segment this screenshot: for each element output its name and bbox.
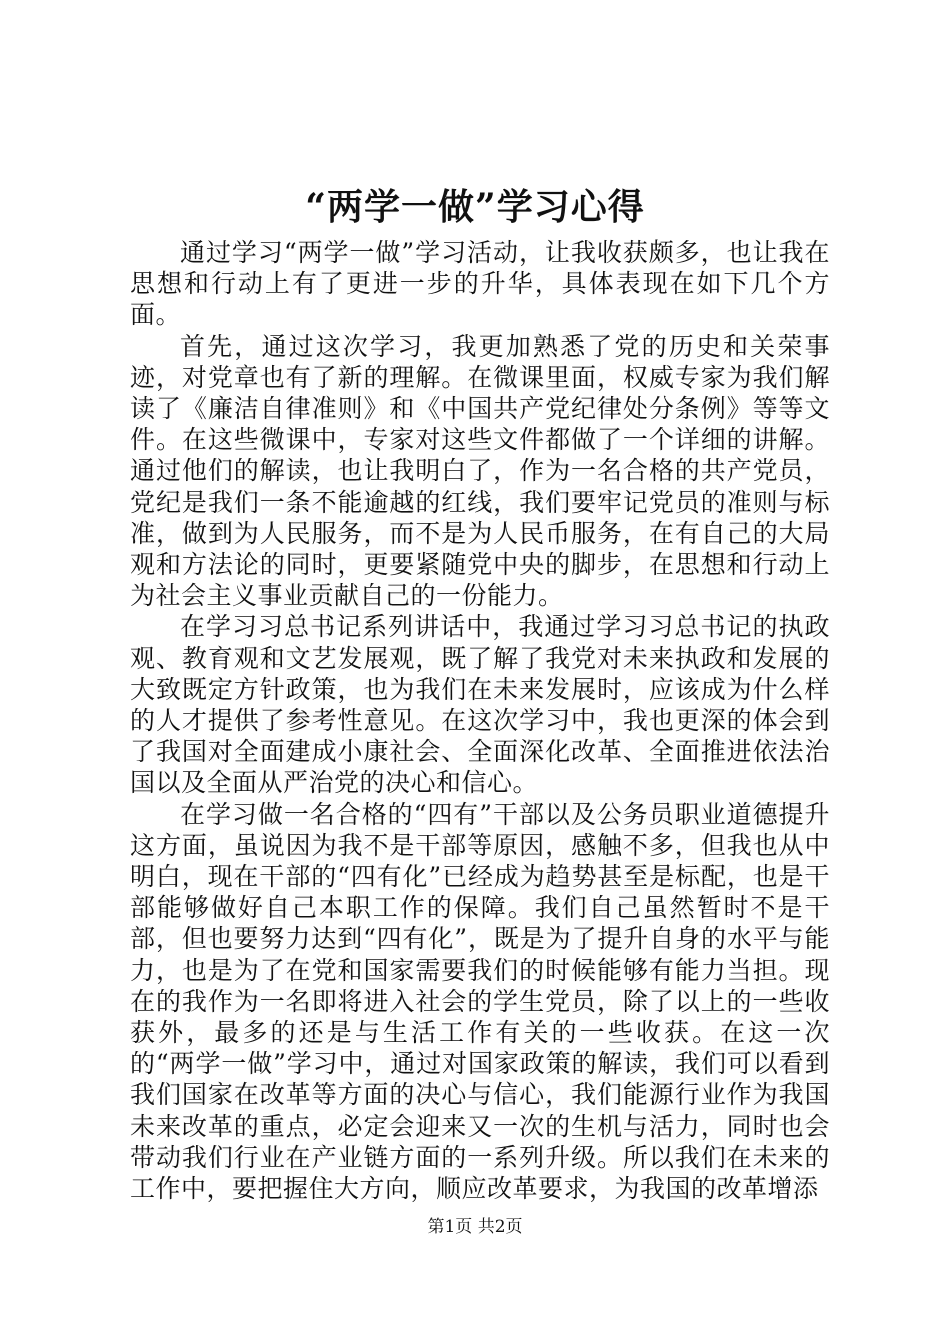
paragraph-speech-study: 在学习习总书记系列讲话中，我通过学习习总书记的执政观、教育观和文艺发展观，既了解了我党对未来执政和发展的大致既定方针政策，也为我们在未来发展时，应该成为什么样的人才提供了参考性意见。在这次学习中，我也更深的体会到了我国对全面建成小康社会、全面深化改革、全面推进依法治国以及全面从严治党的决心和信心。 — [130, 612, 830, 798]
document-title: “两学一做”学习心得 — [305, 186, 645, 228]
paragraph-intro: 通过学习“两学一做”学习活动，让我收获颇多，也让我在思想和行动上有了更进一步的升华，具体表现在如下几个方面。 — [130, 238, 830, 330]
document-body — [130, 237, 830, 1204]
page-number: 第1页 共2页 — [427, 1217, 523, 1237]
paragraph-four-haves: 在学习做一名合格的“四有”干部以及公务员职业道德提升这方面，虽说因为我不是干部等原因，感触不多，但我也从中明白，现在干部的“四有化”已经成为趋势甚至是标配，也是干部能够做好自己本职工作的保障。我们自己虽然暂时不是干部，但也要努力达到“四有化”，既是为了提升自身的水平与能力，也是为了在党和国家需要我们的时候能够有能力当担。现在的我作为一名即将进入社会的学生党员，除了以上的一些收获外，最多的还是与生活工作有关的一些收获。在这一次的“两学一做”学习中，通过对国家政策的解读，我们可以看到我们国家在改革等方面的决心与信心，我们能源行业作为我国未来改革的重点，必定会迎来又一次的生机与活力，同时也会带动我们行业在产业链方面的一系列升级。所以我们在未来的工作中，要把握住大方向，顺应改革要求，为我国的改革增添 — [130, 799, 830, 1204]
paragraph-first: 首先，通过这次学习，我更加熟悉了党的历史和关荣事迹，对党章也有了新的理解。在微课里面，权威专家为我们解读了《廉洁自律准则》和《中国共产党纪律处分条例》等等文件。在这些微课中，专家对这些文件都做了一个详细的讲解。通过他们的解读，也让我明白了，作为一名合格的共产党员，党纪是我们一条不能逾越的红线，我们要牢记党员的准则与标准，做到为人民服务，而不是为人民币服务，在有自己的大局观和方法论的同时，更要紧随党中央的脚步，在思想和行动上为社会主义事业贡献自己的一份能力。 — [130, 331, 830, 611]
